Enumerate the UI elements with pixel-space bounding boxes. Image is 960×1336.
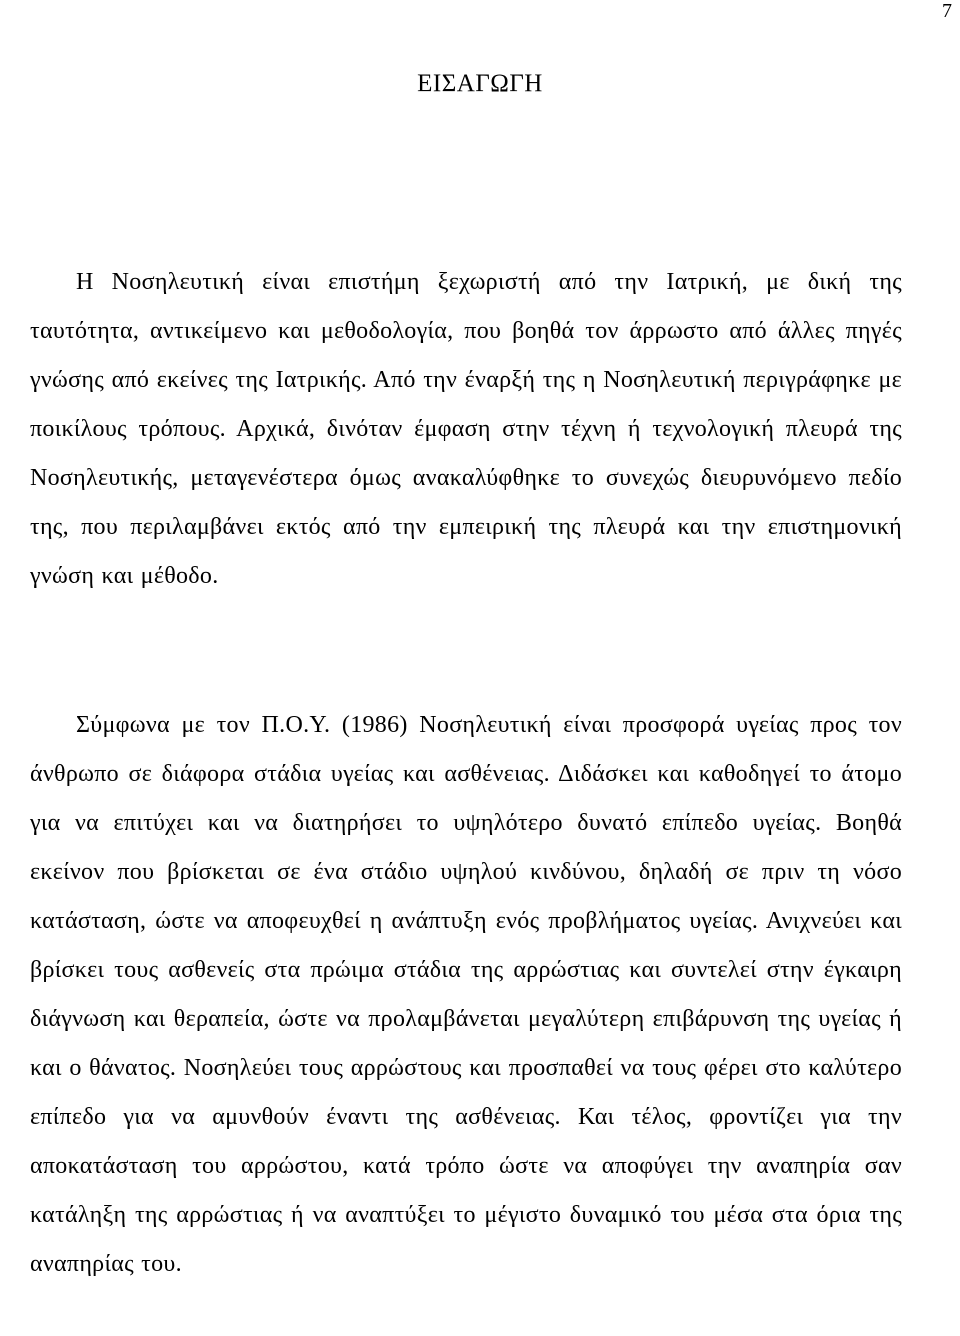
paragraph-who-definition: Σύμφωνα με τον Π.Ο.Υ. (1986) Νοσηλευτική είναι προσφορά υγείας προς τον άνθρωπο σε διάφορα στάδια υγείας και ασθένειας. Διδάσκει και καθοδηγεί το άτομο για να επιτύχει και να διατηρήσει το υψηλότερο δυνατό επίπεδο υγείας. Βοηθά εκείνον που βρίσκεται σε ένα στάδιο υψηλού κινδύνου, δηλαδή σε πριν τη νόσο κατάσταση, ώστε να αποφευχθεί η ανάπτυξη ενός προβλήματος υγείας. Ανιχνεύει και βρίσκει τους ασθενείς στα πρώιμα στάδια της αρρώστιας και συντελεί στην έγκαιρη διάγνωση και θεραπεία, ώστε να προλαμβάνεται μεγαλύτερη επιβάρυνση της υγείας ή και ο θάνατος. Νοσηλεύει τους αρρώστους και προσπαθεί να τους φέρει στο καλύτερο επίπεδο για να αμυνθούν έναντι της ασθένειας. Και τέλος, φροντίζει για την αποκατάσταση του αρρώστου, κατά τρόπο ώστε να αποφύγει την αναπηρία σαν κατάληξη της αρρώστιας ή να αναπτύξει το μέγιστο δυναμικό του μέσα στα όρια της αναπηρίας του. <box>30 712 902 1277</box>
paragraph-intro: Η Νοσηλευτική είναι επιστήμη ξεχωριστή από την Ιατρική, με δική της ταυτότητα, αντικείμενο και μεθοδολογία, που βοηθά τον άρρωστο από άλλες πηγές γνώσης από εκείνες της Ιατρικής. Από την έναρξή της η Νοσηλευτική περιγράφηκε με ποικίλους τρόπους. Αρχικά, δινόταν έμφαση στην τέχνη ή τεχνολογική πλευρά της Νοσηλευτικής, μεταγενέστερα όμως ανακαλύφθηκε το συνεχώς διευρυνόμενο πεδίο της, που περιλαμβάνει εκτός από την εμπειρική της πλευρά και την επιστημονική γνώση και μέθοδο. <box>30 269 902 589</box>
page-title: ΕΙΣΑΓΩΓΗ <box>417 70 543 97</box>
page-number: 7 <box>942 0 952 22</box>
